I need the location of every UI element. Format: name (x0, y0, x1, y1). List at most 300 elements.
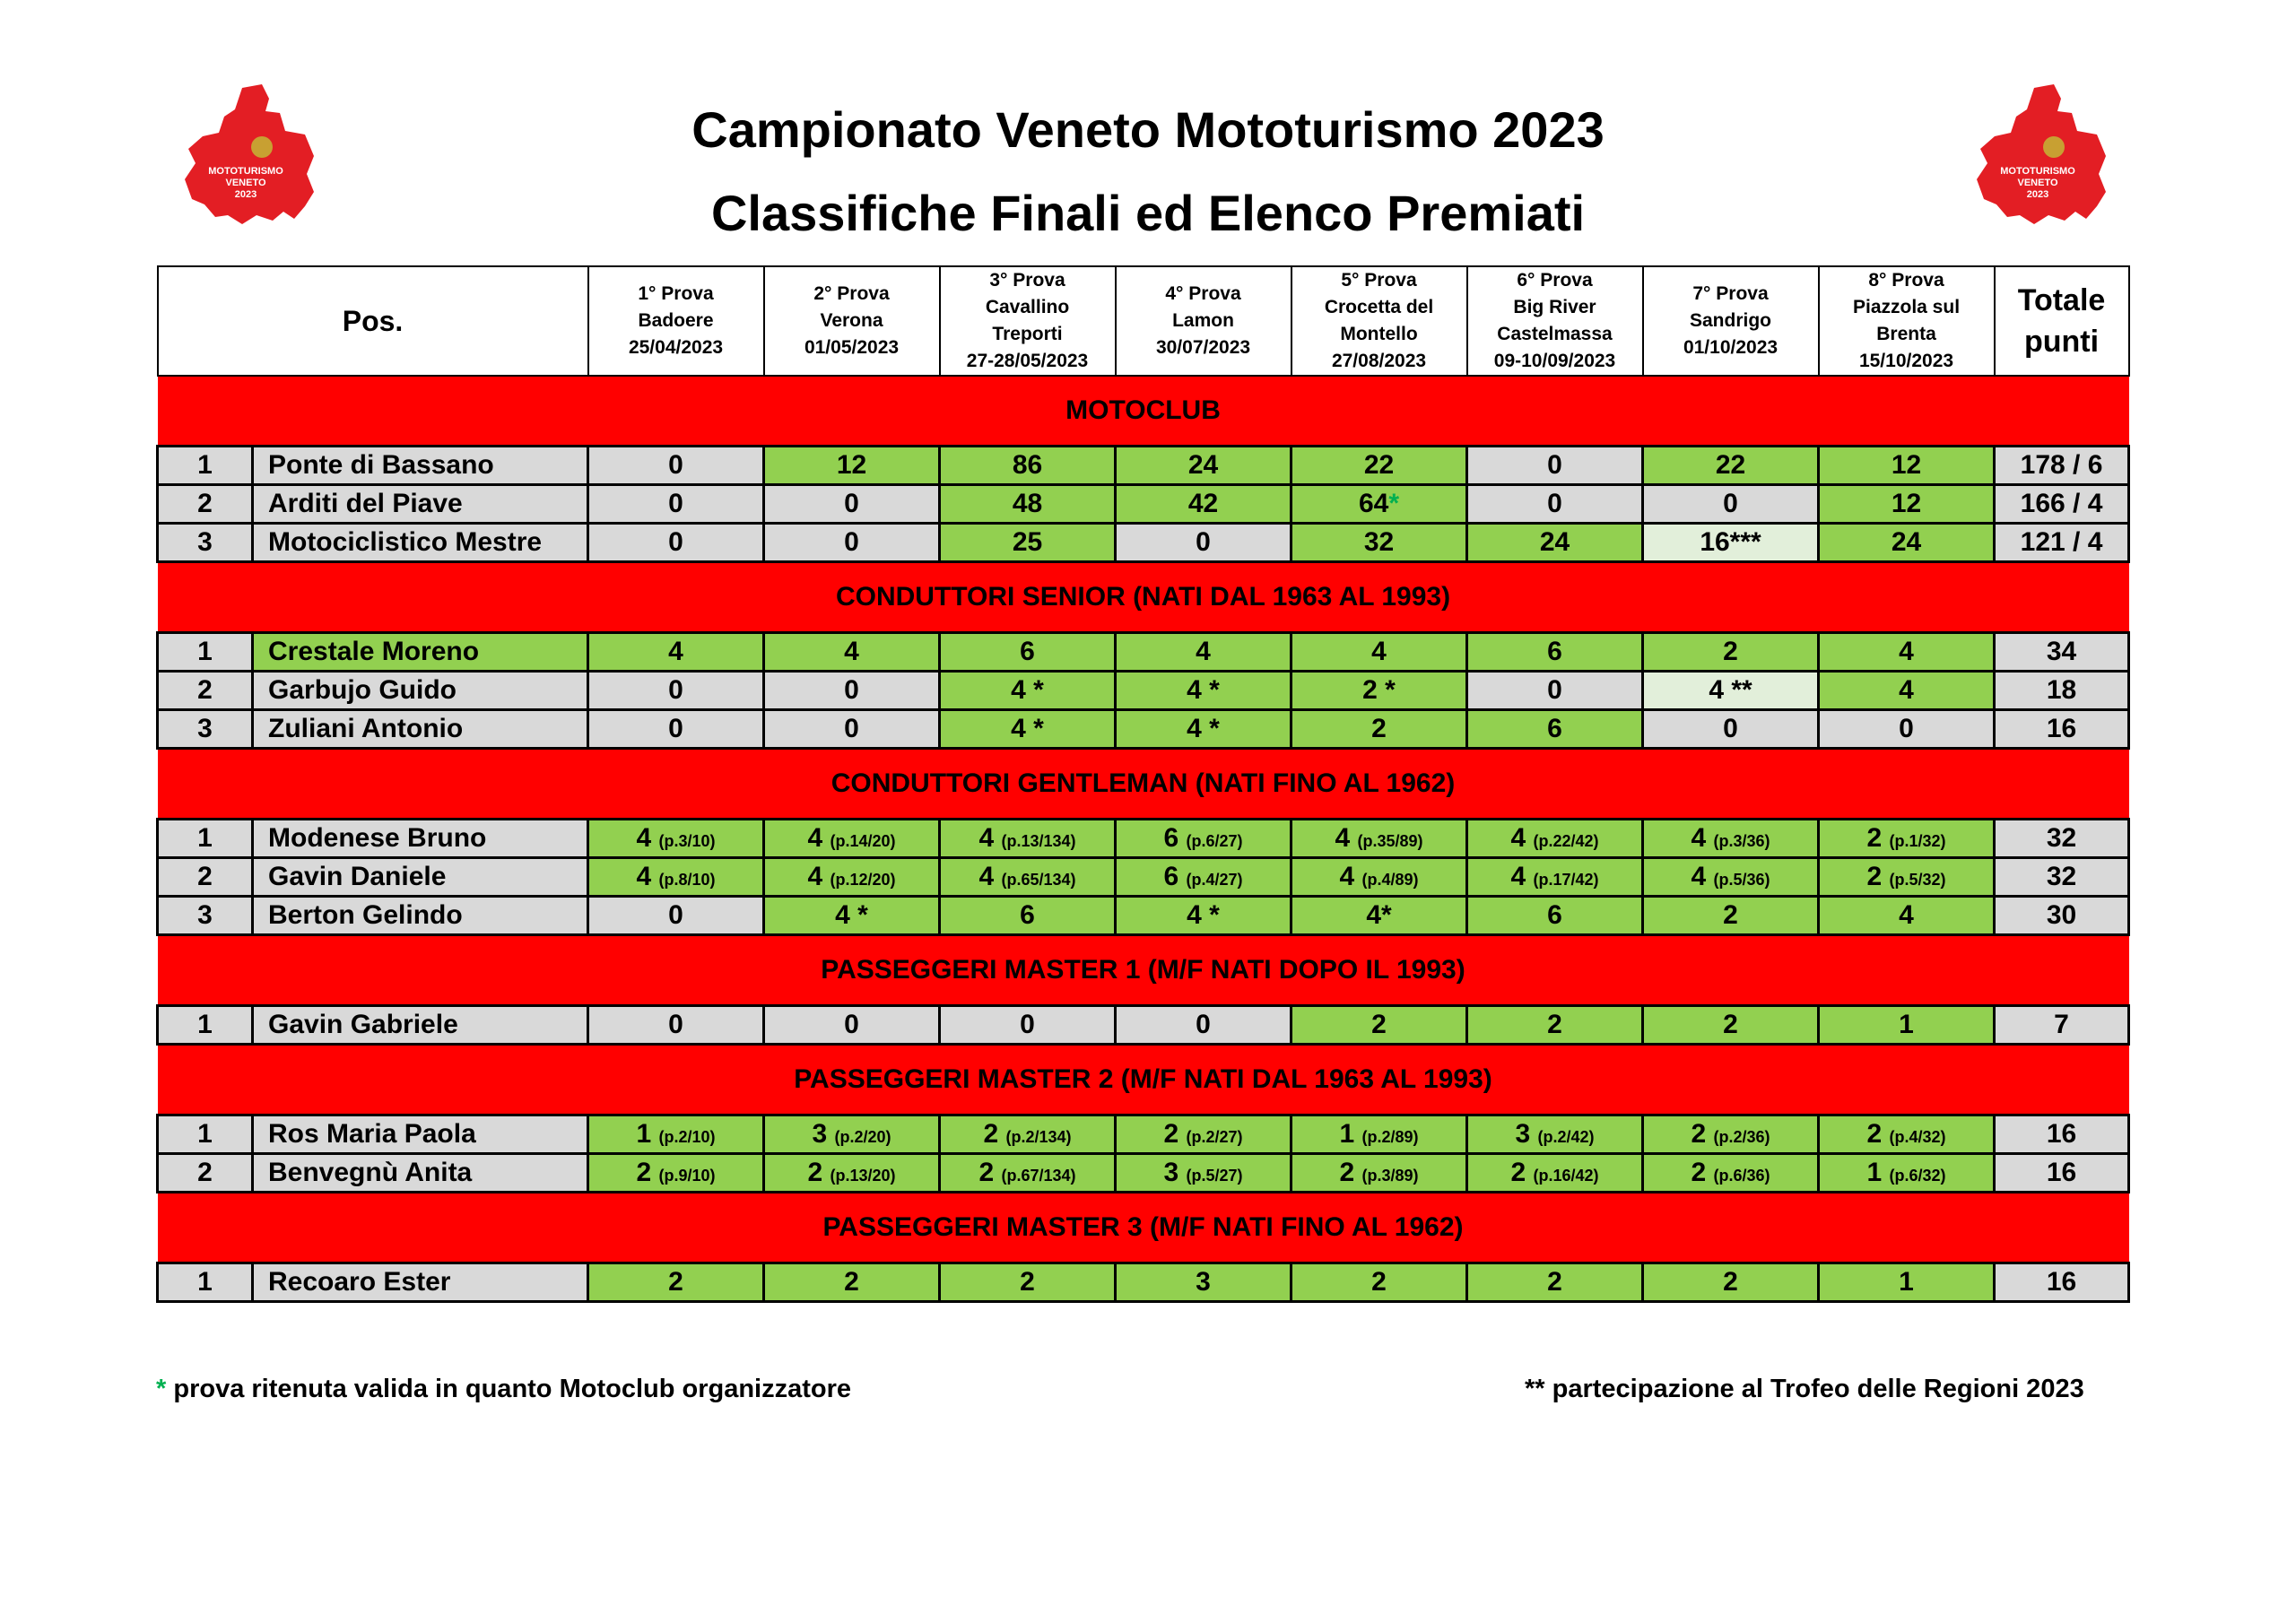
score-value: 2 (844, 1267, 859, 1297)
section-title: MOTOCLUB (158, 376, 2129, 447)
score-cell (1292, 447, 1467, 485)
score-cell (1643, 633, 1819, 672)
score-cell (1467, 672, 1643, 710)
score-cell (588, 1154, 764, 1193)
score-value: 4 (1691, 823, 1707, 853)
score-value: 4 (1510, 862, 1526, 891)
header-round (764, 266, 940, 376)
section-header (158, 1193, 2129, 1263)
score-cell (1292, 1006, 1467, 1045)
score-value: 6 (1547, 900, 1562, 930)
footnote-star: * (156, 1375, 167, 1403)
score-cell (588, 633, 764, 672)
score-value: 4 (1899, 675, 1914, 705)
header-round-place: Lamon (1172, 310, 1234, 331)
score-placement: (p.13/20) (830, 1167, 896, 1185)
score-value: 12 (836, 450, 867, 480)
score-cell (1116, 1006, 1292, 1045)
score-value: 0 (1547, 450, 1562, 480)
header-round-date: 01/05/2023 (804, 337, 900, 358)
score-value: 0 (668, 714, 683, 743)
score-value: 0 (668, 1010, 683, 1039)
score-value: 3 (1515, 1119, 1531, 1149)
header-round-n: 1° Prova (638, 283, 714, 304)
header-round-n: 3° Prova (989, 270, 1065, 291)
standings-table (156, 265, 2130, 1303)
score-value: 4 (844, 637, 859, 666)
row-name: Ponte di Bassano (253, 447, 588, 485)
score-value: 4 (1899, 900, 1914, 930)
score-placement: (p.2/42) (1537, 1128, 1595, 1146)
header-round (1467, 266, 1643, 376)
score-cell (1292, 858, 1467, 897)
score-cell (1292, 820, 1467, 858)
score-cell (1292, 633, 1467, 672)
score-placement: (p.3/36) (1713, 832, 1770, 850)
row-name: Benvegnù Anita (253, 1154, 588, 1193)
logo-text-3: 2023 (2026, 189, 2049, 200)
header-round-place: Piazzola sul (1852, 297, 1961, 317)
row-position: 1 (158, 1006, 253, 1045)
score-placement: (p.2/89) (1361, 1128, 1419, 1146)
score-cell (1819, 1006, 1995, 1045)
row-total: 178 / 6 (1995, 447, 2129, 485)
footnote-left (156, 1375, 851, 1404)
score-cell (940, 1115, 1116, 1154)
row-total: 7 (1995, 1006, 2129, 1045)
header-round-place: Crocetta del (1324, 297, 1434, 317)
score-cell (1819, 672, 1995, 710)
section-title: CONDUTTORI GENTLEMAN (NATI FINO AL 1962) (158, 749, 2129, 820)
table-row (158, 820, 2129, 858)
score-cell (940, 672, 1116, 710)
header-total (1995, 266, 2129, 376)
score-cell (588, 672, 764, 710)
score-cell (1467, 447, 1643, 485)
score-value: 2 (1723, 637, 1738, 666)
score-placement: (p.3/89) (1361, 1167, 1419, 1185)
score-cell (764, 524, 940, 562)
section-header (158, 935, 2129, 1006)
row-position: 2 (158, 858, 253, 897)
score-cell (764, 710, 940, 749)
row-position: 3 (158, 524, 253, 562)
header-round (1819, 266, 1995, 376)
score-value: 4 * (1187, 714, 1220, 743)
score-value: 2 (1371, 1267, 1387, 1297)
header-round-n: 4° Prova (1165, 283, 1241, 304)
score-value: 2 (1866, 862, 1883, 891)
score-value: 4 (1691, 862, 1707, 891)
score-placement: (p.5/36) (1713, 871, 1770, 889)
score-cell (1819, 524, 1995, 562)
row-name: Gavin Daniele (253, 858, 588, 897)
score-placement: (p.65/134) (1001, 871, 1076, 889)
score-cell (1467, 633, 1643, 672)
score-value: 4 (978, 823, 995, 853)
score-value: 4 (1339, 862, 1355, 891)
score-cell (1292, 485, 1467, 524)
table-row (158, 1263, 2129, 1302)
score-value: 6 (1020, 900, 1035, 930)
score-value: 86 (1012, 450, 1043, 480)
header-round-n: 5° Prova (1341, 270, 1417, 291)
score-cell (588, 1115, 764, 1154)
score-cell (1116, 1154, 1292, 1193)
score-cell (1819, 820, 1995, 858)
score-cell (1819, 1263, 1995, 1302)
score-placement: (p.2/20) (834, 1128, 891, 1146)
score-value: 2 (1510, 1158, 1526, 1187)
score-cell (940, 820, 1116, 858)
score-value: 6 (1163, 823, 1179, 853)
score-cell (764, 897, 940, 935)
score-cell (1467, 524, 1643, 562)
score-cell (1292, 524, 1467, 562)
header-round-place: Sandrigo (1690, 310, 1772, 331)
score-value: 4* (1366, 900, 1392, 930)
score-placement: (p.4/27) (1186, 871, 1243, 889)
score-value: 4 (1899, 637, 1914, 666)
header-total-l2: punti (2023, 325, 2100, 359)
header-round-place2: Montello (1340, 324, 1418, 344)
section-header (158, 562, 2129, 633)
score-cell (1643, 1263, 1819, 1302)
score-value: 0 (1899, 714, 1914, 743)
row-total: 16 (1995, 1154, 2129, 1193)
score-placement: (p.4/32) (1889, 1128, 1946, 1146)
score-cell (1819, 1115, 1995, 1154)
score-value: 12 (1891, 489, 1922, 518)
score-value: 0 (1547, 675, 1562, 705)
logo-text-2: VENETO (2017, 178, 2058, 188)
score-value: 2 (1723, 900, 1738, 930)
score-value: 0 (668, 450, 683, 480)
score-cell (1819, 710, 1995, 749)
score-cell (940, 858, 1116, 897)
score-value: 2 (1866, 823, 1883, 853)
score-value: 2 (1163, 1119, 1179, 1149)
row-total: 32 (1995, 858, 2129, 897)
score-cell (940, 485, 1116, 524)
score-cell (1292, 710, 1467, 749)
score-placement: (p.5/32) (1889, 871, 1946, 889)
score-cell (940, 447, 1116, 485)
score-value: 24 (1539, 527, 1570, 557)
score-cell (588, 820, 764, 858)
score-value: 4 (807, 862, 823, 891)
score-value: 1 (1866, 1158, 1883, 1187)
score-cell (1643, 524, 1819, 562)
row-total: 166 / 4 (1995, 485, 2129, 524)
page-title: Campionato Veneto Mototurismo 2023 (691, 101, 1605, 158)
logo-text-2: VENETO (225, 178, 266, 188)
score-value: 64 (1358, 489, 1389, 518)
score-value: 2 (983, 1119, 999, 1149)
score-value: 4 (978, 862, 995, 891)
score-cell (1292, 1154, 1467, 1193)
header-row (158, 266, 2129, 376)
score-placement: (p.16/42) (1533, 1167, 1599, 1185)
score-value: 6 (1547, 714, 1562, 743)
header-round-date: 15/10/2023 (1858, 351, 1954, 371)
score-cell (1467, 485, 1643, 524)
header-round-date: 09-10/09/2023 (1493, 351, 1616, 371)
score-cell (764, 485, 940, 524)
header-pos: Pos. (158, 266, 588, 376)
section-header (158, 749, 2129, 820)
score-cell (1643, 485, 1819, 524)
score-cell (1116, 820, 1292, 858)
score-value: 24 (1187, 450, 1219, 480)
row-position: 1 (158, 1263, 253, 1302)
table-row (158, 1006, 2129, 1045)
section-header (158, 376, 2129, 447)
score-value: 2 (636, 1158, 652, 1187)
score-value: 24 (1891, 527, 1922, 557)
score-cell (1643, 1006, 1819, 1045)
score-cell (588, 1006, 764, 1045)
score-cell (1643, 1154, 1819, 1193)
score-value: 0 (1723, 714, 1738, 743)
score-value: 2 (668, 1267, 683, 1297)
score-value: 2 (1547, 1010, 1562, 1039)
row-total: 34 (1995, 633, 2129, 672)
score-cell (1467, 710, 1643, 749)
score-cell (940, 524, 1116, 562)
score-value: 0 (1196, 527, 1211, 557)
score-cell (1819, 858, 1995, 897)
score-placement: (p.6/36) (1713, 1167, 1770, 1185)
row-total: 16 (1995, 710, 2129, 749)
header-round-place2: Treporti (992, 324, 1063, 344)
score-value: 2 (1723, 1010, 1738, 1039)
row-total: 18 (1995, 672, 2129, 710)
score-value: 0 (668, 900, 683, 930)
table-row (158, 858, 2129, 897)
score-placement: (p.9/10) (658, 1167, 716, 1185)
score-value: 42 (1187, 489, 1219, 518)
row-position: 1 (158, 820, 253, 858)
section-header (158, 1045, 2129, 1115)
header-round-date: 01/10/2023 (1683, 337, 1779, 358)
score-value: 0 (668, 489, 683, 518)
score-value: 4 (636, 823, 652, 853)
score-value: 2 (1020, 1267, 1035, 1297)
score-cell (1116, 672, 1292, 710)
score-cell (940, 1006, 1116, 1045)
score-placement: (p.17/42) (1533, 871, 1599, 889)
row-name: Gavin Gabriele (253, 1006, 588, 1045)
score-value: 2 (807, 1158, 823, 1187)
score-placement: (p.4/89) (1361, 871, 1419, 889)
score-cell (1819, 447, 1995, 485)
score-value: 6 (1020, 637, 1035, 666)
score-value: 0 (844, 1010, 859, 1039)
score-value: 16*** (1700, 527, 1761, 557)
row-total: 16 (1995, 1263, 2129, 1302)
row-name: Ros Maria Paola (253, 1115, 588, 1154)
row-name: Berton Gelindo (253, 897, 588, 935)
score-value: 4 (668, 637, 683, 666)
score-cell (588, 858, 764, 897)
score-placement: (p.6/32) (1889, 1167, 1946, 1185)
score-cell (1643, 858, 1819, 897)
score-value: 0 (844, 675, 859, 705)
table-row (158, 633, 2129, 672)
score-value: 4 * (1187, 900, 1220, 930)
score-value: 4 * (1011, 675, 1044, 705)
score-value: 2 (978, 1158, 995, 1187)
score-placement: (p.12/20) (830, 871, 896, 889)
logo-text-1: MOTOTURISMO (2000, 166, 2075, 177)
score-value: 2 (1371, 1010, 1387, 1039)
score-cell (764, 672, 940, 710)
score-cell (1819, 633, 1995, 672)
score-value: 12 (1891, 450, 1922, 480)
score-cell (1819, 1154, 1995, 1193)
score-value: 0 (844, 714, 859, 743)
score-cell (588, 485, 764, 524)
score-cell (940, 897, 1116, 935)
score-cell (1467, 858, 1643, 897)
score-cell (1643, 710, 1819, 749)
score-placement: (p.35/89) (1357, 832, 1423, 850)
score-value: 1 (1339, 1119, 1355, 1149)
section-title: PASSEGGERI MASTER 3 (M/F NATI FINO AL 1962) (158, 1193, 2129, 1263)
row-name: Arditi del Piave (253, 485, 588, 524)
score-value: 4 ** (1709, 675, 1752, 705)
row-position: 2 (158, 485, 253, 524)
score-placement: (p.2/10) (658, 1128, 716, 1146)
table-row (158, 672, 2129, 710)
score-placement: (p.3/10) (658, 832, 716, 850)
header-round (1643, 266, 1819, 376)
section-title: PASSEGGERI MASTER 1 (M/F NATI DOPO IL 1993) (158, 935, 2129, 1006)
row-name: Recoaro Ester (253, 1263, 588, 1302)
score-cell (764, 820, 940, 858)
score-value: 0 (844, 489, 859, 518)
row-position: 3 (158, 710, 253, 749)
row-position: 3 (158, 897, 253, 935)
score-placement: (p.8/10) (658, 871, 716, 889)
row-position: 2 (158, 672, 253, 710)
score-cell (764, 1154, 940, 1193)
row-name: Crestale Moreno (253, 633, 588, 672)
score-value: 48 (1012, 489, 1043, 518)
score-value: 4 (1510, 823, 1526, 853)
header-round-date: 27/08/2023 (1331, 351, 1427, 371)
score-cell (1116, 1263, 1292, 1302)
score-cell (1467, 1115, 1643, 1154)
score-value: 4 (1371, 637, 1387, 666)
row-name: Motociclistico Mestre (253, 524, 588, 562)
score-value: 4 (807, 823, 823, 853)
footnote-right: ** partecipazione al Trofeo delle Regioni 2023 (1525, 1375, 2084, 1403)
score-value: 0 (1547, 489, 1562, 518)
score-cell (1643, 820, 1819, 858)
score-value: 2 (1547, 1267, 1562, 1297)
score-cell (1116, 524, 1292, 562)
header-round-n: 8° Prova (1868, 270, 1944, 291)
row-total: 16 (1995, 1115, 2129, 1154)
score-value: 1 (636, 1119, 652, 1149)
score-cell (1292, 1263, 1467, 1302)
header-round-date: 30/07/2023 (1155, 337, 1251, 358)
score-cell (1643, 447, 1819, 485)
header-round-date: 27-28/05/2023 (966, 351, 1089, 371)
row-name: Zuliani Antonio (253, 710, 588, 749)
score-cell (1116, 447, 1292, 485)
score-cell (764, 447, 940, 485)
score-cell (1643, 672, 1819, 710)
score-cell (1292, 672, 1467, 710)
score-cell (1116, 897, 1292, 935)
header-round-n: 7° Prova (1692, 283, 1769, 304)
table-row (158, 1154, 2129, 1193)
score-value: 0 (668, 675, 683, 705)
header-round-date: 25/04/2023 (628, 337, 724, 358)
score-value: 2 (1866, 1119, 1883, 1149)
score-cell (588, 1263, 764, 1302)
score-placement: (p.13/134) (1001, 832, 1076, 850)
score-cell (1467, 820, 1643, 858)
score-cell (1467, 1263, 1643, 1302)
score-value: 25 (1012, 527, 1043, 557)
score-value: 22 (1363, 450, 1395, 480)
header-round-place: Verona (820, 310, 883, 331)
score-cell (940, 710, 1116, 749)
score-cell (764, 1263, 940, 1302)
score-value: 0 (668, 527, 683, 557)
score-value: 3 (1163, 1158, 1179, 1187)
score-value: 22 (1715, 450, 1746, 480)
header-round-place: Badoere (638, 310, 714, 331)
score-cell (588, 710, 764, 749)
row-total: 30 (1995, 897, 2129, 935)
score-value: 0 (1020, 1010, 1035, 1039)
score-value: 2 (1339, 1158, 1355, 1187)
score-cell (940, 1154, 1116, 1193)
score-cell (1116, 858, 1292, 897)
header-round-place: Big River (1513, 297, 1596, 317)
score-cell (1819, 897, 1995, 935)
row-position: 1 (158, 447, 253, 485)
header-round-place2: Brenta (1876, 324, 1936, 344)
score-placement: (p.2/27) (1186, 1128, 1243, 1146)
score-value: 2 * (1362, 675, 1396, 705)
score-placement: (p.1/32) (1889, 832, 1946, 850)
row-total: 121 / 4 (1995, 524, 2129, 562)
logo-text-3: 2023 (234, 189, 257, 200)
section-title: CONDUTTORI SENIOR (NATI DAL 1963 AL 1993) (158, 562, 2129, 633)
header-round (1292, 266, 1467, 376)
header-round (588, 266, 764, 376)
row-position: 2 (158, 1154, 253, 1193)
table-row (158, 1115, 2129, 1154)
score-placement: (p.22/42) (1533, 832, 1599, 850)
row-name: Modenese Bruno (253, 820, 588, 858)
score-value: 3 (1196, 1267, 1211, 1297)
score-cell (940, 633, 1116, 672)
score-value: 4 * (835, 900, 868, 930)
score-value: 2 (1723, 1267, 1738, 1297)
score-cell (1819, 485, 1995, 524)
score-value: 0 (1196, 1010, 1211, 1039)
section-title: PASSEGGERI MASTER 2 (M/F NATI DAL 1963 AL 1993) (158, 1045, 2129, 1115)
page-subtitle: Classifiche Finali ed Elenco Premiati (710, 185, 1586, 241)
score-cell (764, 1115, 940, 1154)
